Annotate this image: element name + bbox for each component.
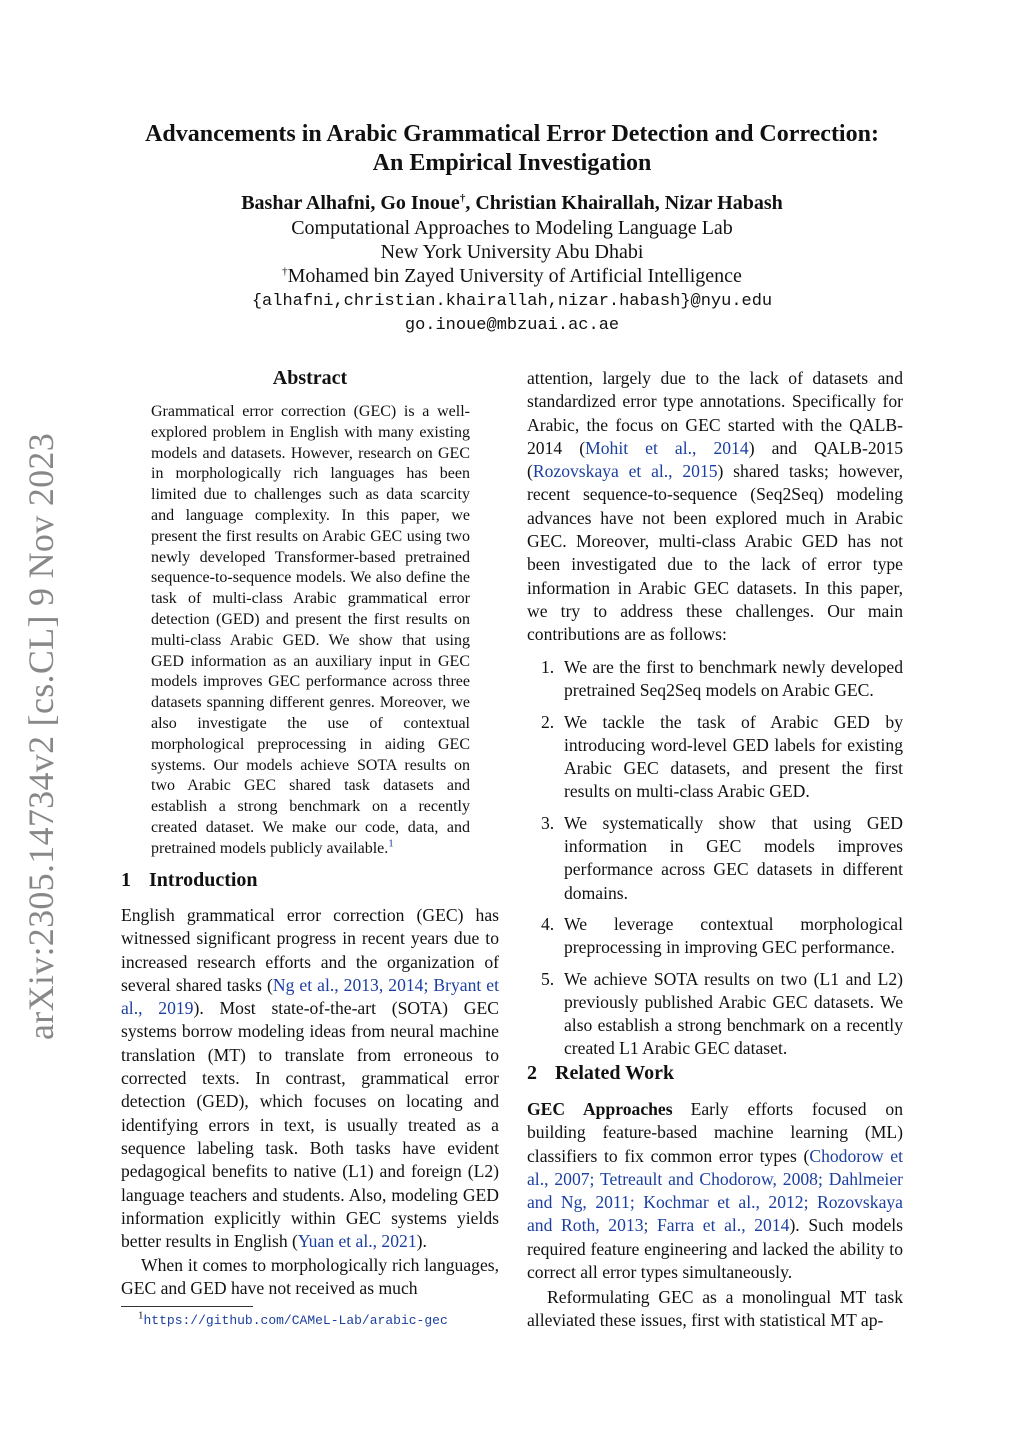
section-2-title: Related Work [555,1062,675,1084]
gec-text-b: ). Such models required feature engineering and lacked the ability to correct all error types simultaneously. [527,1215,903,1283]
footnote-mark: 1 [138,1309,144,1322]
authors-part-1: Bashar Alhafni, Go Inoue [241,192,460,214]
section-1-heading [121,869,258,892]
section-2-number: 2 [527,1062,537,1084]
title-line-1: Advancements in Arabic Grammatical Error Detection and Correction: [145,121,879,147]
author-emails-nyu: {alhafni,christian.khairallah,nizar.habash}@nyu.edu [251,292,773,311]
contribution-number: 5. [541,968,555,989]
contribution-number: 4. [541,913,555,934]
contribution-text: We tackle the task of Arabic GED by introducing word-level GED labels for existing Arabic GEC datasets, and present the first results on multi-class Arabic GED. [564,711,903,802]
abstract-footnote-mark[interactable]: 1 [388,837,394,850]
intro-paragraph-1 [121,904,499,1253]
section-2-heading [527,1062,674,1085]
gec-text-a: Early efforts focused on building feature-based machine learning (ML) classifiers to fix common error types ( [527,1099,903,1166]
affiliation-lab: Computational Approaches to Modeling Language Lab [291,217,733,239]
affiliation-mbzuai-name: Mohamed bin Zayed University of Artificial Intelligence [287,265,742,287]
contribution-number: 3. [541,812,555,833]
authors-dagger: † [459,192,466,205]
author-list [80,190,944,216]
contribution-item [527,656,903,703]
section-1-title: Introduction [149,869,258,891]
contribution-item [527,711,903,804]
footnote-rule [121,1306,253,1307]
contributions-list [527,656,903,1069]
contribution-text: We leverage contextual morphological preprocessing in improving GEC performance. [564,913,903,958]
citation-gec-list[interactable]: Chodorow et al., 2007; Tetreault and Chodorow, 2008; Dahlmeier and Ng, 2011; Kochmar et al., 2012; Rozovskaya and Roth, 2013; Farra et al., 2014 [527,1145,903,1236]
contribution-text: We achieve SOTA results on two (L1 and L2) previously published Arabic GEC datasets. We also establish a strong benchmark on a recently created L1 Arabic GEC dataset. [564,968,903,1059]
section-1-number: 1 [121,869,131,891]
intro-paragraph-2: When it comes to morphologically rich languages, GEC and GED have not received as much [121,1255,499,1299]
abstract-body [151,402,470,860]
contribution-number: 2. [541,711,555,732]
abstract-heading: Abstract [272,367,348,389]
contribution-item [527,812,903,905]
right-p1-text-a: attention, largely due to the lack of datasets and standardized error type annotations. Specifically for Arabic, the focus on GEC started with the QALB-2014 ( [527,368,903,458]
citation-yuan[interactable]: Yuan et al., 2021 [297,1231,417,1252]
arxiv-side-label: arXiv:2305.14734v2 [cs.CL] 9 Nov 2023 [21,432,61,1040]
affiliation-dagger: † [282,265,288,278]
affiliation-mbzuai [80,264,944,288]
intro-p1-text-a: English grammatical error correction (GEC) has witnessed significant progress in recent years due to increased research efforts and the organization of several shared tasks ( [121,905,499,995]
intro-p1-text-c: ). [416,1231,427,1252]
footnote-url-link[interactable]: https://github.com/CAMeL-Lab/arabic-gec [143,1313,448,1328]
gec-approaches-label: GEC Approaches [527,1099,673,1119]
citation-ng-bryant[interactable]: Ng et al., 2013, 2014; Bryant et al., 2019 [121,974,499,1019]
citation-mohit[interactable]: Mohit et al., 2014 [585,437,749,458]
gec-approaches-paragraph [527,1098,903,1284]
contribution-number: 1. [541,657,555,677]
reformulating-paragraph: Reformulating GEC as a monolingual MT task alleviated these issues, first with statistical MT ap- [527,1287,903,1331]
contribution-item [527,913,903,960]
footnote-1 [138,1309,448,1328]
intro-p1-text-b: ). Most state-of-the-art (SOTA) GEC systems borrow modeling ideas from neural machine translation (MT) to translate from erroneous to corrected texts. In contrast, grammatical error detection (GED), which focuses on locating and identifying errors in text, is usually treated as a sequence labeling task. Both tasks have evident pedagogical benefits to native (L1) and foreign (L2) language teachers and students. Also, modeling GED information explicitly within GEC systems yields better results in English ( [121,998,499,1252]
paper-title [80,120,944,178]
citation-rozovskaya-2015[interactable]: Rozovskaya et al., 2015 [532,461,718,482]
right-intro-paragraph [527,367,903,647]
contribution-item [527,968,903,1061]
right-p1-text-c: ) shared tasks; however, recent sequence-to-sequence (Seq2Seq) modeling advances have not been explored much in Arabic GEC. Moreover, multi-class Arabic GED has not been investigated due to the lack of error type information in Arabic GEC datasets. In this paper, we try to address these challenges. Our main contributions are as follows: [527,461,903,645]
contribution-text: We are the first to benchmark newly developed pretrained Seq2Seq models on Arabic GEC. [564,657,903,701]
affiliation-university: New York University Abu Dhabi [380,241,644,263]
abstract-text: Grammatical error correction (GEC) is a well-explored problem in English with many existing models and datasets. However, research on GEC in morphologically rich languages has been limited due to challenges such as data scarcity and language complexity. In this paper, we present the first results on Arabic GEC using two newly developed Transformer-based pretrained sequence-to-sequence models. We also define the task of multi-class Arabic grammatical error detection (GED) and present the first results on multi-class Arabic GED. We show that using GED information as an auxiliary input in GEC models improves GEC performance across three datasets spanning different genres. Moreover, we also investigate the use of contextual morphological preprocessing in aiding GEC systems. Our models achieve SOTA results on two Arabic GEC shared task datasets and establish a strong benchmark on a recently created dataset. We make our code, data, and pretrained models publicly available. [151,403,470,857]
title-line-2: An Empirical Investigation [372,150,652,176]
right-p1-text-b: ) and QALB-2015 ( [527,437,904,482]
authors-part-2: , Christian Khairallah, Nizar Habash [465,192,783,214]
author-email-mbzuai: go.inoue@mbzuai.ac.ae [404,316,620,335]
contribution-text: We systematically show that using GED information in GEC models improves performance across GEC datasets in different domains. [564,812,903,903]
